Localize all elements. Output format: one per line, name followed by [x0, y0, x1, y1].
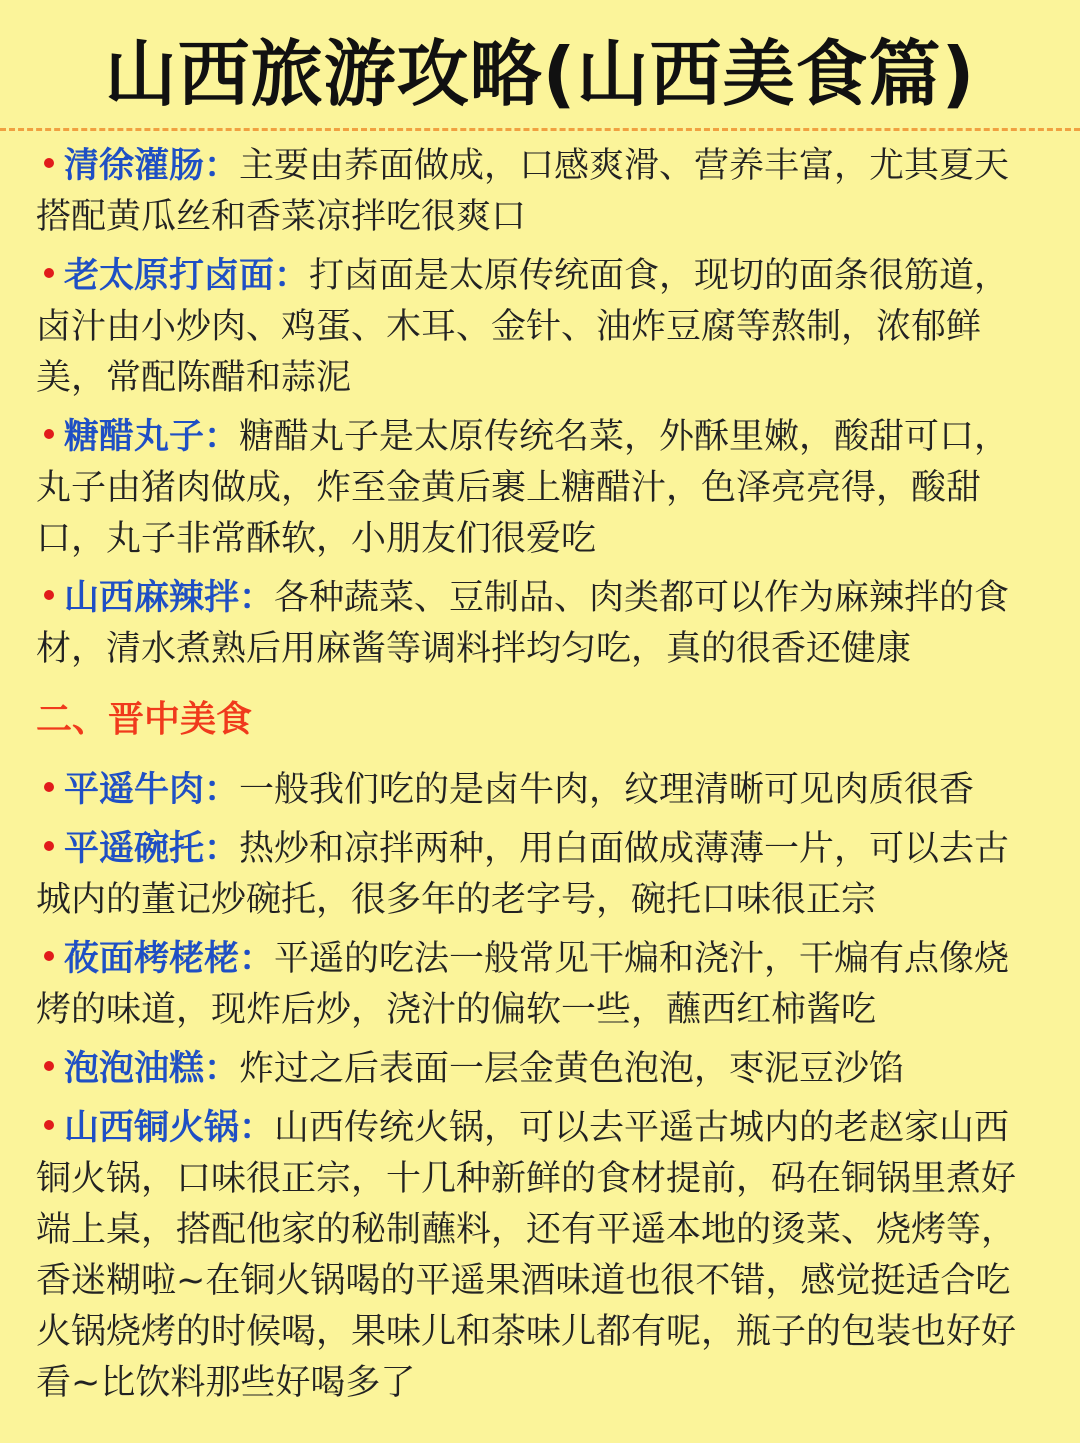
bullet-dot-icon	[44, 782, 54, 792]
food-item	[36, 1103, 1044, 1409]
food-item	[36, 934, 1044, 1036]
food-item	[36, 251, 1044, 404]
bullet-dot-icon	[44, 158, 54, 168]
bullet-dot-icon	[44, 590, 54, 600]
food-description: 一般我们吃的是卤牛肉，纹理清晰可见肉质很香	[239, 770, 975, 810]
bullet-dot-icon	[44, 429, 54, 439]
food-name: 平遥碗托：	[64, 829, 240, 869]
section-jinzhong-food	[36, 765, 1044, 1409]
food-description: 各种蔬菜、豆制品、肉类都可以作为麻辣拌的食材，清水煮熟后用麻酱等调料拌均匀吃，真的很香还健康	[36, 578, 1010, 669]
food-name: 老太原打卤面：	[64, 256, 310, 296]
bullet-dot-icon	[44, 1120, 54, 1130]
food-item	[36, 412, 1044, 565]
food-name: 山西铜火锅：	[64, 1108, 275, 1148]
food-description: 山西传统火锅，可以去平遥古城内的老赵家山西铜火锅，口味很正宗，十几种新鲜的食材提前，码在铜锅里煮好端上桌，搭配他家的秘制蘸料，还有平遥本地的烫菜、烧烤等，香迷糊啦~在铜火锅喝的平遥果酒味道也很不错，感觉挺适合吃火锅烧烤的时候喝，果味儿和茶味儿都有呢，瓶子的包装也好好看~比饮料那些好喝多了	[36, 1108, 1017, 1403]
food-name: 泡泡油糕：	[64, 1049, 240, 1089]
food-item	[36, 765, 1044, 816]
page-title: 山西旅游攻略(山西美食篇)	[104, 32, 976, 116]
bullet-dot-icon	[44, 841, 54, 851]
bullet-dot-icon	[44, 1061, 54, 1071]
food-description: 炸过之后表面一层金黄色泡泡，枣泥豆沙馅	[239, 1049, 905, 1089]
food-name: 山西麻辣拌：	[64, 578, 275, 618]
section-taiyuan-food	[36, 141, 1044, 675]
bullet-dot-icon	[44, 268, 54, 278]
food-item	[36, 573, 1044, 675]
food-description: 热炒和凉拌两种，用白面做成薄薄一片，可以去古城内的董记炒碗托，很多年的老字号，碗托口味很正宗	[36, 829, 1010, 920]
food-name: 平遥牛肉：	[64, 770, 240, 810]
food-name: 糖醋丸子：	[64, 417, 240, 457]
food-description: 打卤面是太原传统面食，现切的面条很筋道，卤汁由小炒肉、鸡蛋、木耳、金针、油炸豆腐等熬制，浓郁鲜美，常配陈醋和蒜泥	[36, 256, 1010, 398]
food-item	[36, 824, 1044, 926]
food-item	[36, 1044, 1044, 1095]
section-heading-jinzhong: 二、晋中美食	[36, 699, 253, 740]
food-description: 糖醋丸子是太原传统名菜，外酥里嫩，酸甜可口，丸子由猪肉做成，炸至金黄后裹上糖醋汁，色泽亮亮得，酸甜口，丸子非常酥软，小朋友们很爱吃	[36, 417, 1010, 559]
bullet-dot-icon	[44, 951, 54, 961]
food-item	[36, 141, 1044, 243]
food-description: 平遥的吃法一般常见干煸和浇汁，干煸有点像烧烤的味道，现炸后炒，浇汁的偏软一些，蘸西红柿酱吃	[36, 939, 1010, 1030]
content	[0, 131, 1080, 1409]
food-name: 清徐灌肠：	[64, 146, 240, 186]
food-name: 莜面栲栳栳：	[64, 939, 275, 979]
food-description: 主要由荞面做成，口感爽滑、营养丰富，尤其夏天搭配黄瓜丝和香菜凉拌吃很爽口	[36, 146, 1010, 237]
